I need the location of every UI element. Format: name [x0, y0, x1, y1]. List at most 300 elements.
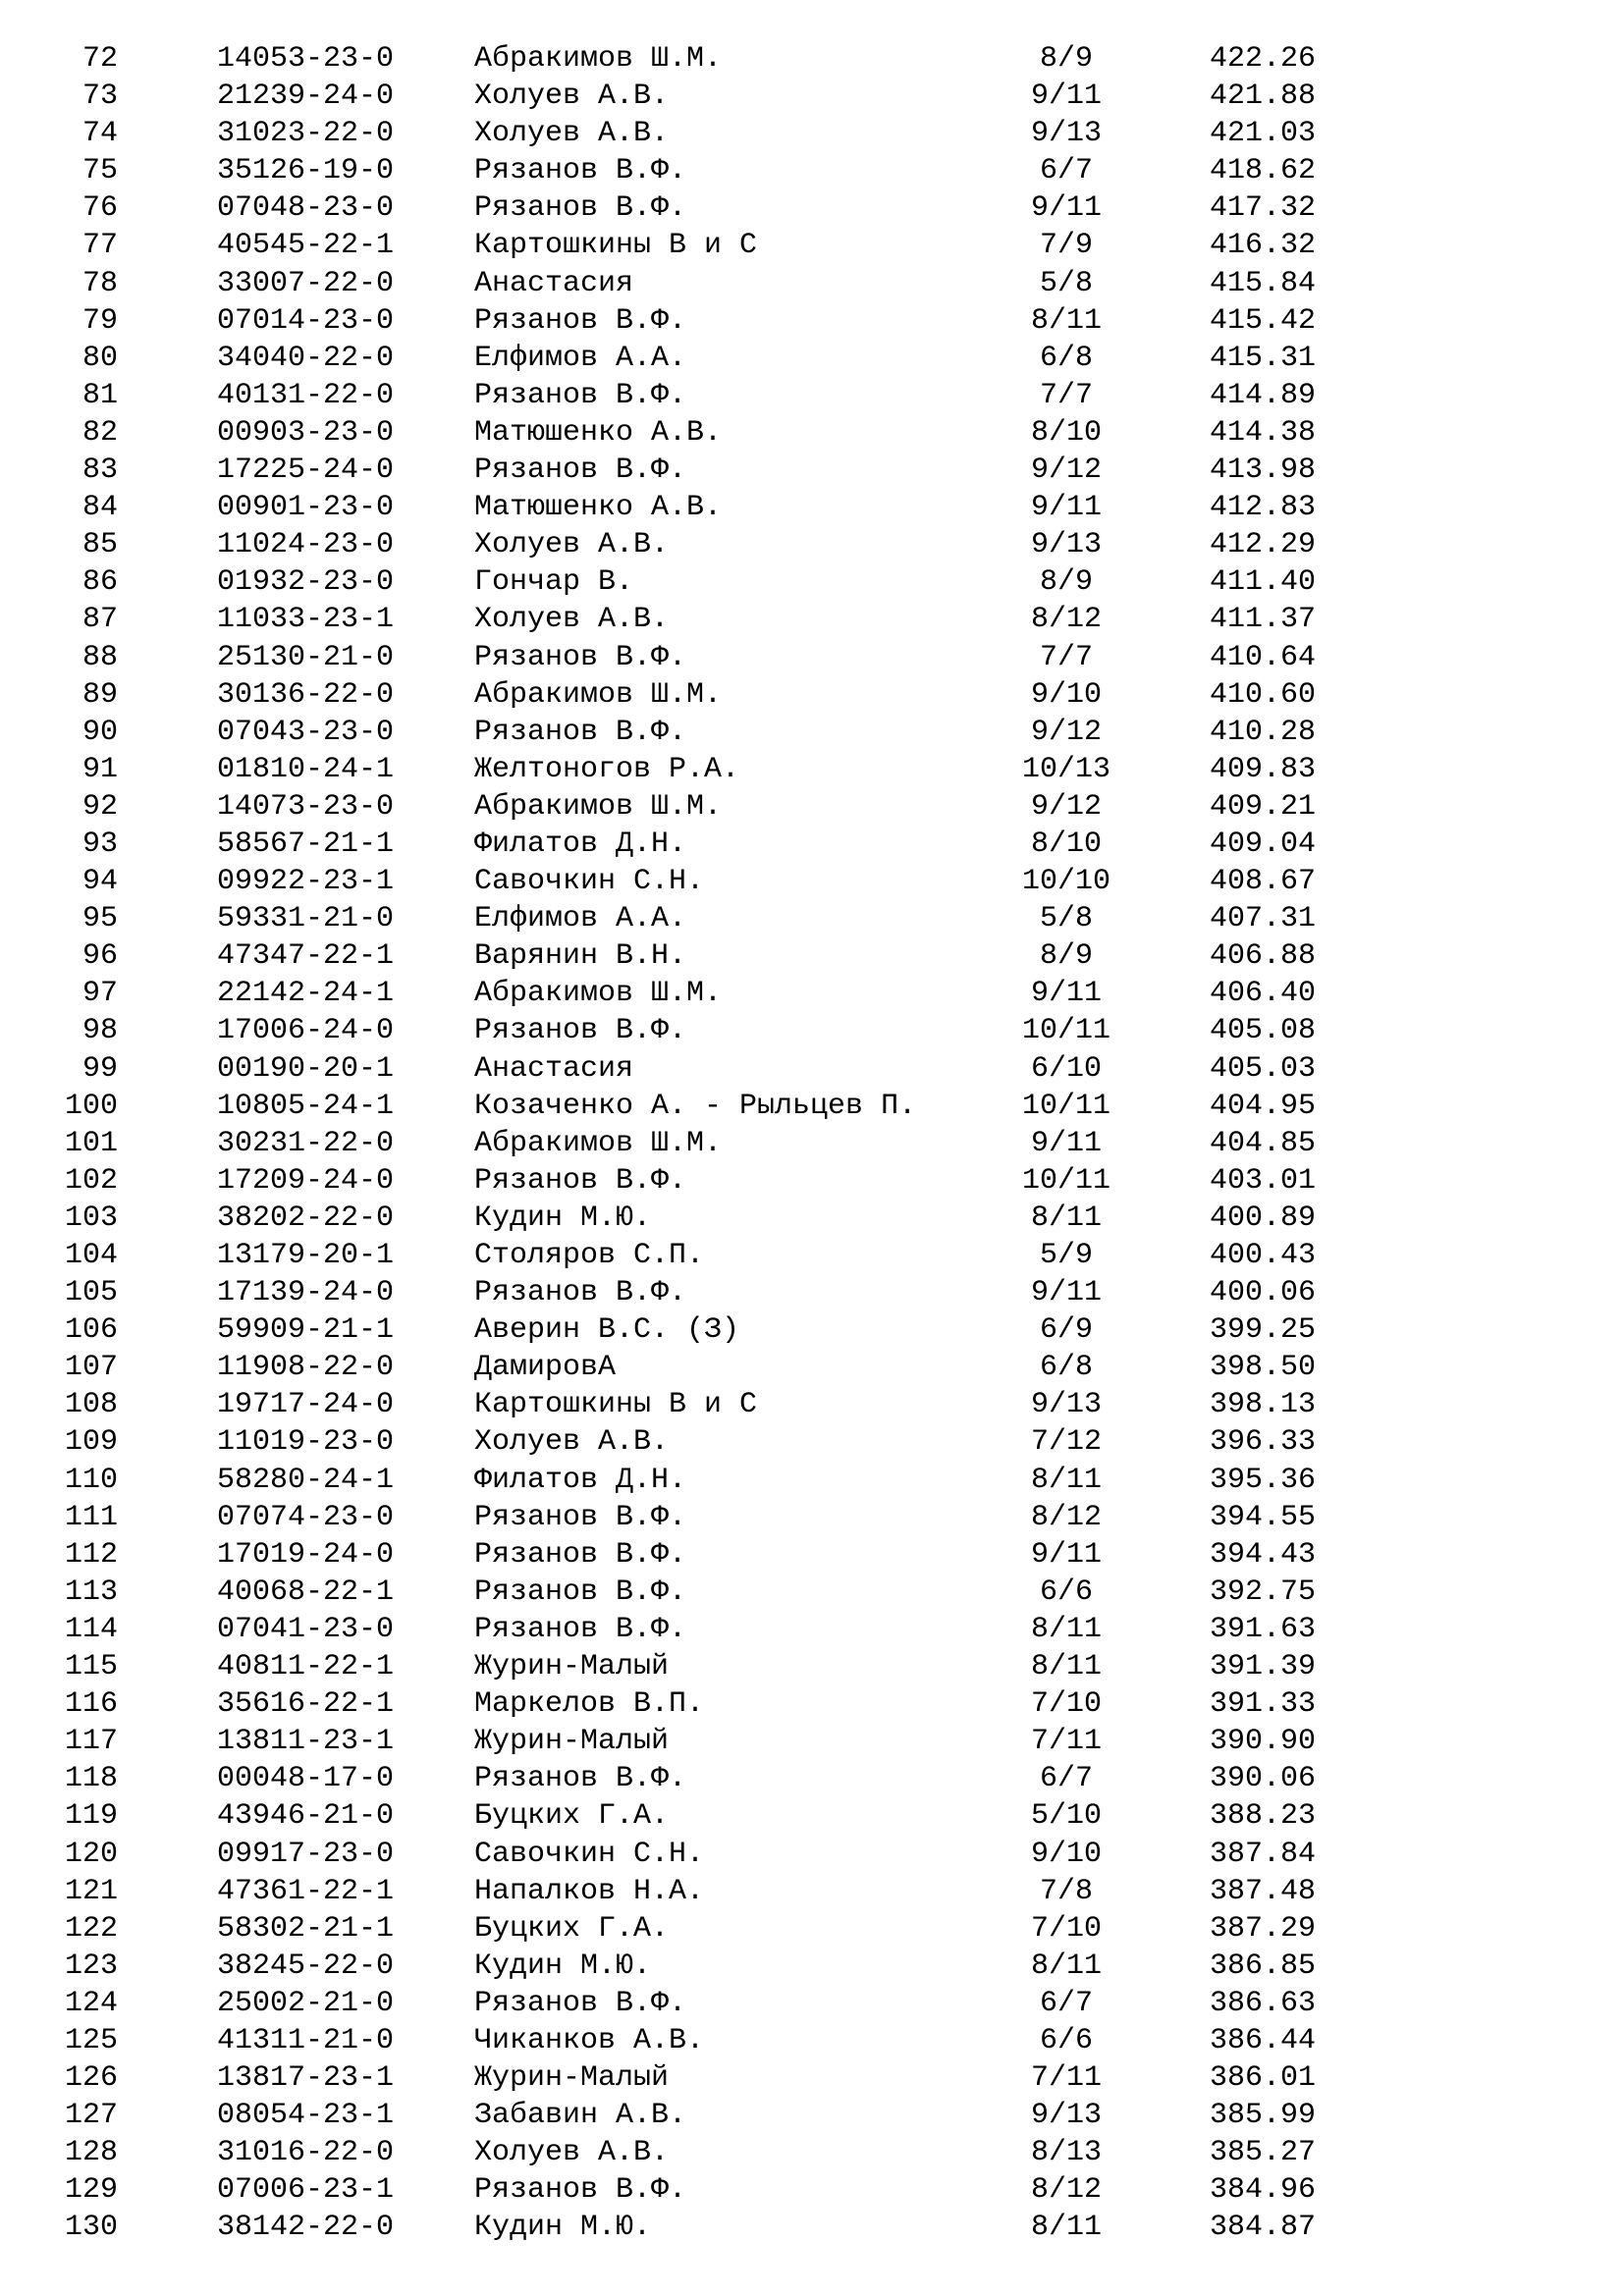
table-row — [0, 2171, 1624, 2209]
table-row — [0, 1050, 1624, 1088]
rank-number: 113 — [64, 1575, 118, 1609]
table-row — [0, 115, 1624, 152]
points-value: 414.38 — [1210, 415, 1317, 450]
ring-code: 17019-24-0 — [217, 1537, 395, 1572]
owner-name: Маркелов В.П. — [474, 1687, 705, 1722]
points-value: 411.40 — [1210, 565, 1317, 600]
owner-name: Абракимов Ш.М. — [474, 977, 723, 1011]
owner-name: Холуев А.В. — [474, 2136, 670, 2170]
score-ratio: 9/11 — [1030, 1276, 1102, 1310]
table-row — [0, 414, 1624, 452]
points-value: 407.31 — [1210, 902, 1317, 936]
rank-number: 93 — [81, 827, 118, 861]
owner-name: Козаченко А. - Рыльцев П. — [474, 1089, 917, 1123]
owner-name: Абракимов Ш.М. — [474, 42, 723, 76]
rank-number: 106 — [64, 1313, 118, 1348]
table-row — [0, 1162, 1624, 1200]
rank-number: 79 — [81, 303, 118, 338]
rank-number: 117 — [64, 1725, 118, 1759]
score-ratio: 9/12 — [1030, 454, 1102, 488]
ring-code: 34040-22-0 — [217, 341, 395, 375]
table-row — [0, 1685, 1624, 1723]
ring-code: 30136-22-0 — [217, 677, 395, 712]
owner-name: Рязанов В.Ф. — [474, 2173, 687, 2208]
owner-name: Журин-Малый — [474, 1725, 670, 1759]
owner-name: Матюшенко А.В. — [474, 491, 723, 525]
rank-number: 91 — [81, 752, 118, 786]
rank-number: 94 — [81, 865, 118, 899]
score-ratio: 10/11 — [1021, 1163, 1110, 1198]
table-row — [0, 1274, 1624, 1311]
score-ratio: 8/11 — [1030, 1949, 1102, 1983]
rank-number: 89 — [81, 677, 118, 712]
ring-code: 11024-23-0 — [217, 528, 395, 562]
rank-number: 72 — [81, 42, 118, 76]
points-value: 391.33 — [1210, 1687, 1317, 1722]
owner-name: Картошкины В и С — [474, 1388, 758, 1422]
ring-code: 07014-23-0 — [217, 303, 395, 338]
points-value: 415.84 — [1210, 266, 1317, 300]
score-ratio: 6/6 — [1039, 1575, 1093, 1609]
table-row — [0, 227, 1624, 264]
points-value: 400.89 — [1210, 1201, 1317, 1235]
score-ratio: 8/12 — [1030, 2173, 1102, 2208]
points-value: 405.08 — [1210, 1014, 1317, 1048]
ring-code: 38245-22-0 — [217, 1949, 395, 1983]
rank-number: 120 — [64, 1837, 118, 1871]
points-value: 422.26 — [1210, 42, 1317, 76]
points-value: 394.55 — [1210, 1500, 1317, 1534]
rank-number: 119 — [64, 1799, 118, 1834]
score-ratio: 7/12 — [1030, 1425, 1102, 1460]
owner-name: Рязанов В.Ф. — [474, 1612, 687, 1646]
points-value: 409.04 — [1210, 827, 1317, 861]
ring-code: 40131-22-0 — [217, 378, 395, 412]
rank-number: 92 — [81, 789, 118, 824]
owner-name: Савочкин С.Н. — [474, 1837, 705, 1871]
rank-number: 116 — [64, 1687, 118, 1722]
owner-name: Филатов Д.Н. — [474, 827, 687, 861]
points-value: 409.83 — [1210, 752, 1317, 786]
rank-number: 122 — [64, 1911, 118, 1946]
ring-code: 07006-23-1 — [217, 2173, 395, 2208]
owner-name: Анастасия — [474, 266, 634, 300]
ring-code: 14073-23-0 — [217, 789, 395, 824]
points-value: 387.48 — [1210, 1874, 1317, 1908]
ring-code: 25002-21-0 — [217, 1986, 395, 2020]
ring-code: 07048-23-0 — [217, 191, 395, 226]
rank-number: 76 — [81, 191, 118, 226]
score-ratio: 7/9 — [1039, 229, 1093, 263]
score-ratio: 9/13 — [1030, 1388, 1102, 1422]
owner-name: Забавин А.В. — [474, 2099, 687, 2133]
ring-code: 17139-24-0 — [217, 1276, 395, 1310]
ring-code: 09917-23-0 — [217, 1837, 395, 1871]
score-ratio: 8/9 — [1039, 42, 1093, 76]
ring-code: 17225-24-0 — [217, 454, 395, 488]
owner-name: Кудин М.Ю. — [474, 2211, 652, 2245]
table-row — [0, 900, 1624, 937]
table-row — [0, 2097, 1624, 2134]
ring-code: 01932-23-0 — [217, 565, 395, 600]
ring-code: 33007-22-0 — [217, 266, 395, 300]
table-row — [0, 377, 1624, 414]
owner-name: Рязанов В.Ф. — [474, 1163, 687, 1198]
rank-number: 80 — [81, 341, 118, 375]
ring-code: 00903-23-0 — [217, 415, 395, 450]
ring-code: 07043-23-0 — [217, 715, 395, 749]
table-row — [0, 1012, 1624, 1049]
ring-code: 11019-23-0 — [217, 1425, 395, 1460]
owner-name: Кудин М.Ю. — [474, 1949, 652, 1983]
ring-code: 43946-21-0 — [217, 1799, 395, 1834]
points-value: 400.06 — [1210, 1276, 1317, 1310]
score-ratio: 6/10 — [1030, 1051, 1102, 1086]
table-row — [0, 1200, 1624, 1237]
points-value: 408.67 — [1210, 865, 1317, 899]
ring-code: 58567-21-1 — [217, 827, 395, 861]
owner-name: Напалков Н.А. — [474, 1874, 705, 1908]
owner-name: Буцких Г.А. — [474, 1911, 670, 1946]
rank-number: 124 — [64, 1986, 118, 2020]
points-value: 387.84 — [1210, 1837, 1317, 1871]
rank-number: 73 — [81, 80, 118, 114]
points-value: 417.32 — [1210, 191, 1317, 226]
ring-code: 40068-22-1 — [217, 1575, 395, 1609]
owner-name: Варянин В.Н. — [474, 939, 687, 974]
points-value: 385.27 — [1210, 2136, 1317, 2170]
rank-number: 83 — [81, 454, 118, 488]
owner-name: Журин-Малый — [474, 2061, 670, 2096]
points-value: 410.60 — [1210, 677, 1317, 712]
rank-number: 97 — [81, 977, 118, 1011]
score-ratio: 7/7 — [1039, 640, 1093, 674]
owner-name: Савочкин С.Н. — [474, 865, 705, 899]
table-row — [0, 1910, 1624, 1948]
points-value: 404.95 — [1210, 1089, 1317, 1123]
owner-name: Холуев А.В. — [474, 603, 670, 637]
score-ratio: 6/7 — [1039, 1986, 1093, 2020]
rank-number: 130 — [64, 2211, 118, 2245]
ring-code: 13811-23-1 — [217, 1725, 395, 1759]
owner-name: Рязанов В.Ф. — [474, 154, 687, 188]
rank-number: 125 — [64, 2023, 118, 2057]
table-row — [0, 1873, 1624, 1910]
ring-code: 09922-23-1 — [217, 865, 395, 899]
points-value: 392.75 — [1210, 1575, 1317, 1609]
rank-number: 96 — [81, 939, 118, 974]
table-row — [0, 40, 1624, 78]
score-ratio: 9/11 — [1030, 191, 1102, 226]
points-value: 410.28 — [1210, 715, 1317, 749]
score-ratio: 7/8 — [1039, 1874, 1093, 1908]
points-value: 415.31 — [1210, 341, 1317, 375]
score-ratio: 8/11 — [1030, 1650, 1102, 1684]
score-ratio: 9/12 — [1030, 789, 1102, 824]
table-row — [0, 189, 1624, 227]
points-value: 390.06 — [1210, 1762, 1317, 1796]
points-value: 412.83 — [1210, 491, 1317, 525]
table-row — [0, 1985, 1624, 2022]
owner-name: Рязанов В.Ф. — [474, 1537, 687, 1572]
table-row — [0, 1462, 1624, 1499]
points-value: 412.29 — [1210, 528, 1317, 562]
rank-number: 128 — [64, 2136, 118, 2170]
score-ratio: 10/11 — [1021, 1014, 1110, 1048]
score-ratio: 8/11 — [1030, 303, 1102, 338]
owner-name: Рязанов В.Ф. — [474, 1500, 687, 1534]
score-ratio: 8/13 — [1030, 2136, 1102, 2170]
rank-number: 87 — [81, 603, 118, 637]
score-ratio: 5/9 — [1039, 1239, 1093, 1272]
points-value: 416.32 — [1210, 229, 1317, 263]
score-ratio: 5/8 — [1039, 902, 1093, 936]
score-ratio: 6/7 — [1039, 154, 1093, 188]
table-row — [0, 2022, 1624, 2059]
rank-number: 108 — [64, 1388, 118, 1422]
rank-number: 86 — [81, 565, 118, 600]
owner-name: Столяров С.П. — [474, 1239, 705, 1272]
rank-number: 82 — [81, 415, 118, 450]
points-value: 388.23 — [1210, 1799, 1317, 1834]
ring-code: 00901-23-0 — [217, 491, 395, 525]
table-row — [0, 714, 1624, 751]
table-row — [0, 2059, 1624, 2097]
owner-name: Журин-Малый — [474, 1650, 670, 1684]
owner-name: Буцких Г.А. — [474, 1799, 670, 1834]
owner-name: Рязанов В.Ф. — [474, 715, 687, 749]
score-ratio: 10/10 — [1021, 865, 1110, 899]
points-value: 406.40 — [1210, 977, 1317, 1011]
ring-code: 47361-22-1 — [217, 1874, 395, 1908]
ring-code: 11033-23-1 — [217, 603, 395, 637]
table-row — [0, 1499, 1624, 1536]
points-value: 386.44 — [1210, 2023, 1317, 2057]
table-row — [0, 1311, 1624, 1349]
rank-number: 78 — [81, 266, 118, 300]
score-ratio: 8/10 — [1030, 415, 1102, 450]
table-row — [0, 863, 1624, 900]
table-row — [0, 975, 1624, 1012]
ring-code: 58280-24-1 — [217, 1463, 395, 1497]
rank-number: 103 — [64, 1201, 118, 1235]
points-value: 403.01 — [1210, 1163, 1317, 1198]
rank-number: 118 — [64, 1762, 118, 1796]
score-ratio: 9/11 — [1030, 491, 1102, 525]
rank-number: 88 — [81, 640, 118, 674]
owner-name: Холуев А.В. — [474, 80, 670, 114]
owner-name: Абракимов Ш.М. — [474, 677, 723, 712]
points-value: 400.43 — [1210, 1239, 1317, 1272]
ring-code: 47347-22-1 — [217, 939, 395, 974]
owner-name: Чиканков А.В. — [474, 2023, 705, 2057]
table-row — [0, 1349, 1624, 1386]
table-row — [0, 1648, 1624, 1685]
rank-number: 101 — [64, 1126, 118, 1160]
table-row — [0, 2134, 1624, 2171]
ring-code: 10805-24-1 — [217, 1089, 395, 1123]
score-ratio: 9/11 — [1030, 1126, 1102, 1160]
owner-name: Рязанов В.Ф. — [474, 1762, 687, 1796]
rank-number: 81 — [81, 378, 118, 412]
ring-code: 38142-22-0 — [217, 2211, 395, 2245]
table-row — [0, 1723, 1624, 1760]
rank-number: 77 — [81, 229, 118, 263]
score-ratio: 9/10 — [1030, 677, 1102, 712]
score-ratio: 7/10 — [1030, 1687, 1102, 1722]
table-row — [0, 937, 1624, 975]
ring-code: 13817-23-1 — [217, 2061, 395, 2096]
owner-name: Картошкины В и С — [474, 229, 758, 263]
table-row — [0, 1536, 1624, 1574]
owner-name: Рязанов В.Ф. — [474, 454, 687, 488]
rank-number: 107 — [64, 1351, 118, 1385]
score-ratio: 9/11 — [1030, 977, 1102, 1011]
table-row — [0, 265, 1624, 302]
score-ratio: 5/10 — [1030, 1799, 1102, 1834]
owner-name: Елфимов А.А. — [474, 341, 687, 375]
points-value: 391.63 — [1210, 1612, 1317, 1646]
owner-name: Рязанов В.Ф. — [474, 1986, 687, 2020]
points-value: 413.98 — [1210, 454, 1317, 488]
owner-name: Аверин В.С. (З) — [474, 1313, 740, 1348]
rank-number: 102 — [64, 1163, 118, 1198]
points-value: 409.21 — [1210, 789, 1317, 824]
rank-number: 127 — [64, 2099, 118, 2133]
rank-number: 95 — [81, 902, 118, 936]
score-ratio: 7/10 — [1030, 1911, 1102, 1946]
ring-code: 19717-24-0 — [217, 1388, 395, 1422]
score-ratio: 10/13 — [1021, 752, 1110, 786]
ring-code: 38202-22-0 — [217, 1201, 395, 1235]
ring-code: 30231-22-0 — [217, 1126, 395, 1160]
score-ratio: 6/8 — [1039, 341, 1093, 375]
ring-code: 07041-23-0 — [217, 1612, 395, 1646]
ring-code: 13179-20-1 — [217, 1239, 395, 1272]
table-row — [0, 1237, 1624, 1274]
ring-code: 35126-19-0 — [217, 154, 395, 188]
ring-code: 31016-22-0 — [217, 2136, 395, 2170]
points-value: 386.63 — [1210, 1986, 1317, 2020]
table-row — [0, 788, 1624, 826]
table-row — [0, 639, 1624, 676]
ring-code: 17006-24-0 — [217, 1014, 395, 1048]
points-value: 385.99 — [1210, 2099, 1317, 2133]
score-ratio: 9/12 — [1030, 715, 1102, 749]
rank-number: 85 — [81, 528, 118, 562]
table-row — [0, 601, 1624, 638]
owner-name: Рязанов В.Ф. — [474, 1014, 687, 1048]
score-ratio: 7/11 — [1030, 2061, 1102, 2096]
owner-name: Филатов Д.Н. — [474, 1463, 687, 1497]
rank-number: 98 — [81, 1014, 118, 1048]
points-value: 406.88 — [1210, 939, 1317, 974]
points-value: 410.64 — [1210, 640, 1317, 674]
score-ratio: 8/12 — [1030, 603, 1102, 637]
points-value: 391.39 — [1210, 1650, 1317, 1684]
table-row — [0, 751, 1624, 788]
rank-number: 100 — [64, 1089, 118, 1123]
points-value: 395.36 — [1210, 1463, 1317, 1497]
rank-number: 114 — [64, 1612, 118, 1646]
table-row — [0, 1125, 1624, 1162]
points-value: 390.90 — [1210, 1725, 1317, 1759]
points-value: 421.03 — [1210, 117, 1317, 151]
rank-number: 126 — [64, 2061, 118, 2096]
ring-code: 35616-22-1 — [217, 1687, 395, 1722]
score-ratio: 7/7 — [1039, 378, 1093, 412]
score-ratio: 5/8 — [1039, 266, 1093, 300]
score-ratio: 8/9 — [1039, 939, 1093, 974]
rank-number: 109 — [64, 1425, 118, 1460]
ring-code: 25130-21-0 — [217, 640, 395, 674]
ring-code: 01810-24-1 — [217, 752, 395, 786]
points-value: 418.62 — [1210, 154, 1317, 188]
table-row — [0, 826, 1624, 863]
score-ratio: 7/11 — [1030, 1725, 1102, 1759]
points-value: 384.96 — [1210, 2173, 1317, 2208]
score-ratio: 9/13 — [1030, 528, 1102, 562]
table-row — [0, 1797, 1624, 1835]
score-ratio: 8/10 — [1030, 827, 1102, 861]
table-row — [0, 2209, 1624, 2246]
points-value: 405.03 — [1210, 1051, 1317, 1086]
score-ratio: 8/9 — [1039, 565, 1093, 600]
points-value: 398.13 — [1210, 1388, 1317, 1422]
ring-code: 11908-22-0 — [217, 1351, 395, 1385]
rank-number: 104 — [64, 1239, 118, 1272]
points-value: 414.89 — [1210, 378, 1317, 412]
rank-number: 110 — [64, 1463, 118, 1497]
rank-number: 99 — [81, 1051, 118, 1086]
rank-number: 129 — [64, 2173, 118, 2208]
owner-name: Абракимов Ш.М. — [474, 1126, 723, 1160]
ring-code: 40811-22-1 — [217, 1650, 395, 1684]
score-ratio: 9/10 — [1030, 1837, 1102, 1871]
table-row — [0, 1760, 1624, 1797]
owner-name: Абракимов Ш.М. — [474, 789, 723, 824]
points-value: 399.25 — [1210, 1313, 1317, 1348]
ranking-list — [0, 40, 1624, 2247]
points-value: 421.88 — [1210, 80, 1317, 114]
table-row — [0, 676, 1624, 714]
owner-name: Рязанов В.Ф. — [474, 1575, 687, 1609]
score-ratio: 6/7 — [1039, 1762, 1093, 1796]
ring-code: 07074-23-0 — [217, 1500, 395, 1534]
owner-name: Анастасия — [474, 1051, 634, 1086]
owner-name: Елфимов А.А. — [474, 902, 687, 936]
points-value: 396.33 — [1210, 1425, 1317, 1460]
score-ratio: 9/13 — [1030, 2099, 1102, 2133]
points-value: 387.29 — [1210, 1911, 1317, 1946]
rank-number: 123 — [64, 1949, 118, 1983]
ring-code: 59331-21-0 — [217, 902, 395, 936]
rank-number: 74 — [81, 117, 118, 151]
rank-number: 115 — [64, 1650, 118, 1684]
ring-code: 41311-21-0 — [217, 2023, 395, 2057]
owner-name: Рязанов В.Ф. — [474, 640, 687, 674]
rank-number: 90 — [81, 715, 118, 749]
ring-code: 00190-20-1 — [217, 1051, 395, 1086]
ring-code: 08054-23-1 — [217, 2099, 395, 2133]
table-row — [0, 78, 1624, 115]
rank-number: 75 — [81, 154, 118, 188]
owner-name: Холуев А.В. — [474, 528, 670, 562]
owner-name: Гончар В. — [474, 565, 634, 600]
owner-name: Рязанов В.Ф. — [474, 1276, 687, 1310]
table-row — [0, 1611, 1624, 1648]
owner-name: Рязанов В.Ф. — [474, 191, 687, 226]
